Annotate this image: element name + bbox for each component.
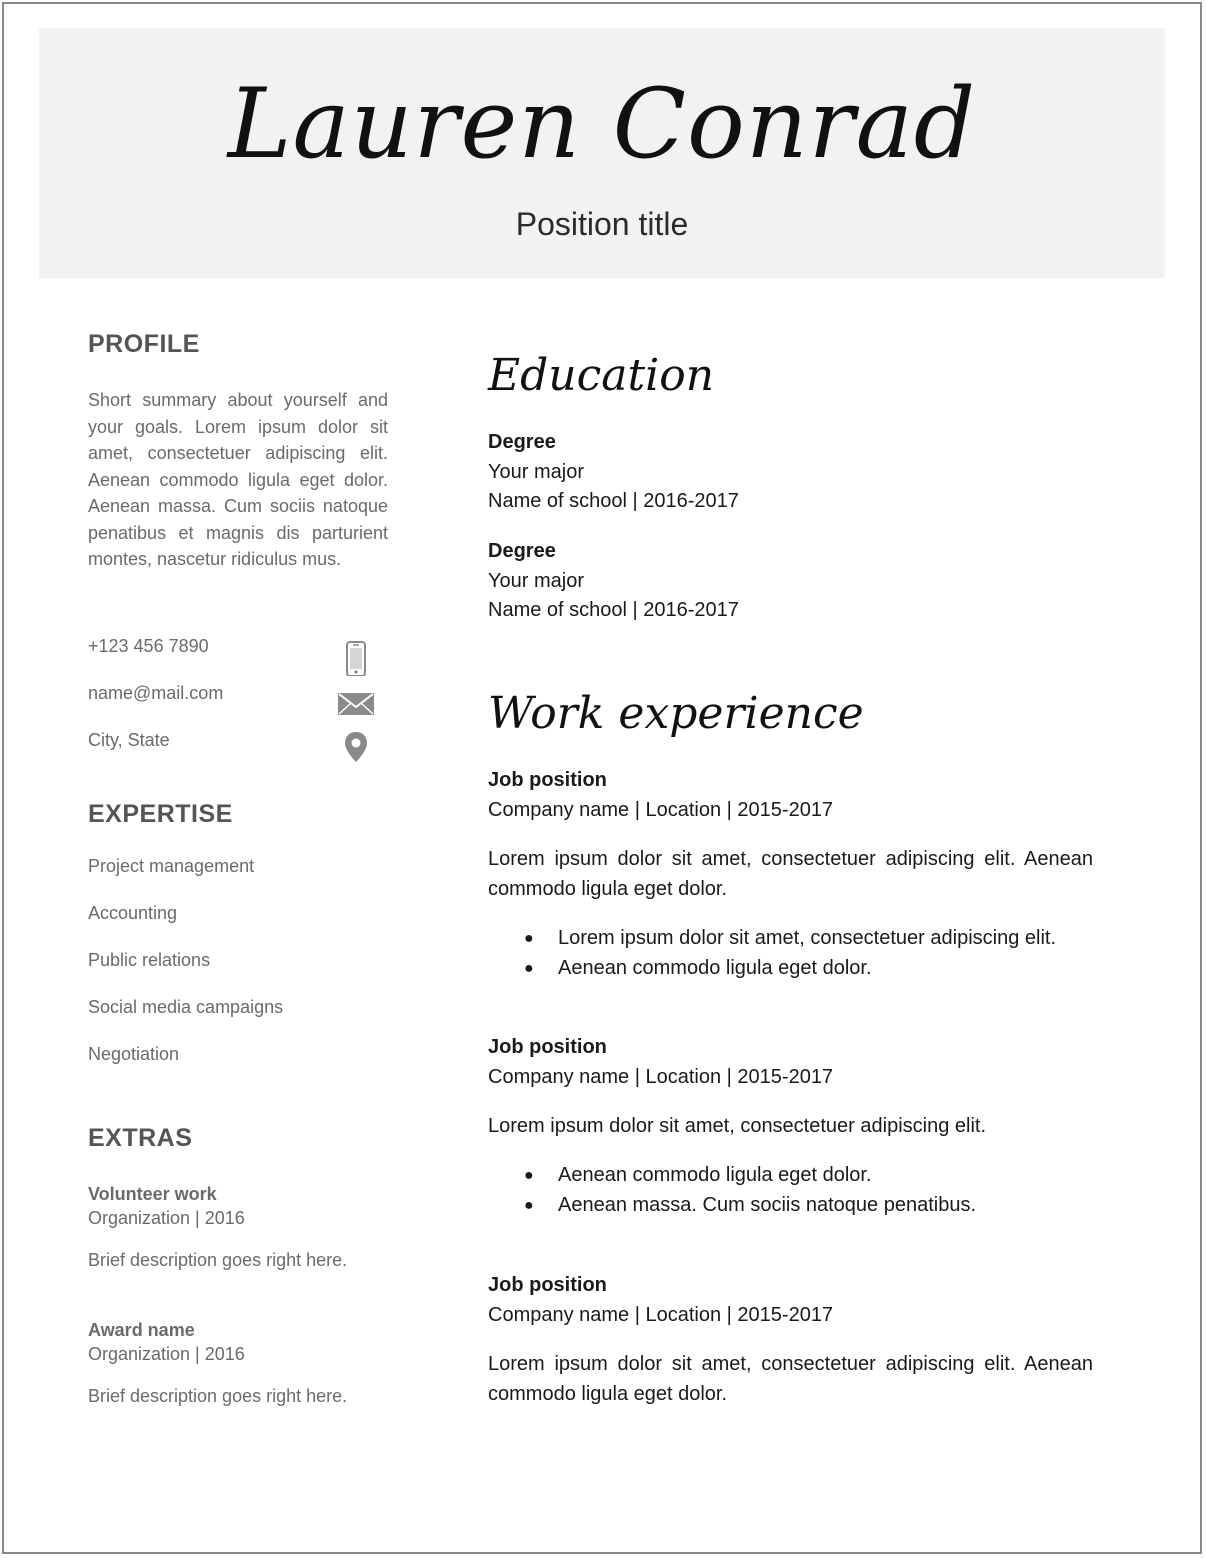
school: Name of school | 2016-2017: [488, 490, 739, 512]
job-header: [488, 766, 1093, 825]
job-position: Job position: [488, 1274, 607, 1296]
position-title: Position title: [515, 206, 689, 242]
extra-title: Award name: [88, 1320, 195, 1340]
contact-location: [88, 730, 388, 777]
contact-list: [88, 636, 388, 777]
expertise-item: Social media campaigns: [88, 997, 284, 1017]
extra-org: Organization | 2016: [88, 1208, 245, 1228]
profile-summary: Short summary about yourself and your goals. Lorem ipsum dolor sit amet, consectetuer adipiscing elit. Aenean commodo ligula eget dolor. Aenean massa. Cum sociis natoque penatibus et magnis dis parturient montes, nascetur ridiculus mus.: [88, 390, 388, 569]
header-band: [39, 28, 1165, 278]
mail-icon: [336, 683, 376, 723]
email-text: name@mail.com: [88, 683, 224, 703]
extra-desc: Brief description goes right here.: [88, 1386, 348, 1406]
phone-icon: [336, 636, 376, 676]
contact-email: [88, 683, 388, 730]
expertise-item: Project management: [88, 856, 255, 876]
bullet-item: ● Lorem ipsum dolor sit amet, consectetuer adipiscing elit.: [524, 924, 1104, 954]
job-company: Company name | Location | 2015-2017: [488, 1065, 834, 1088]
major: Your major: [488, 569, 584, 592]
degree: Degree: [488, 540, 556, 562]
extra-item: [88, 1318, 347, 1408]
education-item: [488, 537, 1093, 626]
extra-desc: Brief description goes right here.: [88, 1250, 348, 1270]
location-pin-icon: [336, 730, 376, 770]
extra-title: Volunteer work: [88, 1184, 217, 1204]
contact-phone: [88, 636, 388, 683]
expertise-list: [88, 856, 283, 1091]
job-header: [488, 1271, 1093, 1330]
education-item: [488, 428, 1093, 517]
job-company: Company name | Location | 2015-2017: [488, 798, 834, 821]
expertise-item: Public relations: [88, 950, 211, 970]
job-header: [488, 1033, 1093, 1092]
profile-section: [88, 330, 388, 573]
extra-item: [88, 1182, 347, 1272]
candidate-name: Lauren Conrad: [227, 68, 977, 180]
job-company: Company name | Location | 2015-2017: [488, 1303, 834, 1326]
job-bullets: [524, 1161, 1104, 1220]
expertise-item: Accounting: [88, 903, 178, 923]
extras-heading: EXTRAS: [88, 1124, 193, 1152]
job-position: Job position: [488, 769, 607, 791]
degree: Degree: [488, 431, 556, 453]
education-heading: Education: [488, 350, 715, 401]
job-summary: Lorem ipsum dolor sit amet, consectetuer adipiscing elit. Aenean commodo ligula eget dolor.: [488, 1353, 1093, 1405]
job-position: Job position: [488, 1036, 607, 1058]
major: Your major: [488, 460, 584, 483]
school: Name of school | 2016-2017: [488, 599, 739, 621]
job-summary: Lorem ipsum dolor sit amet, consectetuer adipiscing elit. Aenean commodo ligula eget dolor.: [488, 848, 1093, 900]
expertise-item: Negotiation: [88, 1044, 180, 1064]
profile-heading: PROFILE: [88, 330, 200, 358]
bullet-item: ● Aenean commodo ligula eget dolor.: [524, 1161, 1104, 1191]
bullet-item: ● Aenean massa. Cum sociis natoque penatibus.: [524, 1191, 1104, 1221]
phone-text: +123 456 7890: [88, 636, 209, 656]
bullet-item: ● Aenean commodo ligula eget dolor.: [524, 954, 1104, 984]
job-bullets: [524, 924, 1104, 983]
work-heading: Work experience: [488, 688, 864, 739]
job-summary: Lorem ipsum dolor sit amet, consectetuer adipiscing elit.: [488, 1115, 987, 1137]
expertise-heading: EXPERTISE: [88, 800, 233, 828]
extra-org: Organization | 2016: [88, 1344, 245, 1364]
location-text: City, State: [88, 730, 170, 750]
